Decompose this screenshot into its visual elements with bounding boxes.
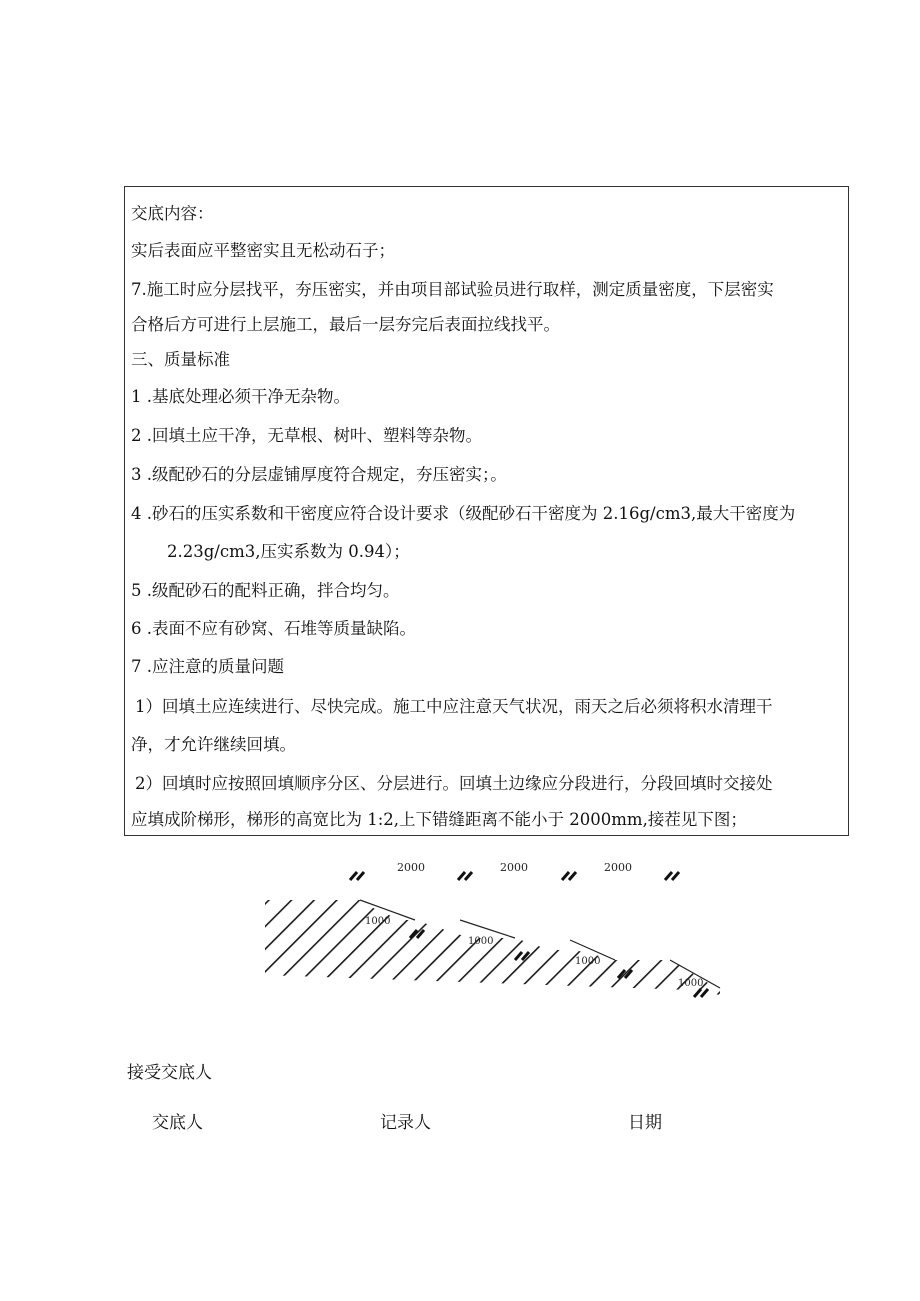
step-label: 1000 — [365, 916, 391, 927]
content-line: 7.施工时应分层找平，夯压密实，并由项目部试验员进行取样，测定质量密度，下层密实 — [131, 280, 774, 299]
content-line: 6 .表面不应有砂窝、石堆等质量缺陷。 — [131, 619, 416, 638]
dimension-label: 2000 — [397, 861, 425, 874]
step-label: 1000 — [575, 956, 601, 967]
content-line: 2）回填时应按照回填顺序分区、分层进行。回填土边缘应分段进行，分段回填时交接处 — [135, 774, 773, 793]
discloser-label: 交底人 — [152, 1113, 203, 1133]
recorder-label: 记录人 — [380, 1113, 431, 1133]
content-header: 交底内容： — [131, 204, 214, 223]
backfill-hatch-area — [265, 900, 720, 995]
content-line: 7 .应注意的质量问题 — [131, 657, 284, 676]
content-line: 2.23g/cm3,压实系数为 0.94）； — [167, 542, 410, 561]
receiver-label: 接受交底人 — [127, 1063, 212, 1083]
content-line: 合格后方可进行上层施工，最后一层夯完后表面拉线找平。 — [131, 315, 560, 334]
date-label: 日期 — [628, 1113, 662, 1133]
content-line: 3 .级配砂石的分层虚铺厚度符合规定，夯压密实；。 — [131, 465, 507, 484]
stepped-backfill-diagram — [250, 850, 730, 1010]
dimension-label: 2000 — [604, 861, 632, 874]
section-title: 三、质量标准 — [131, 350, 230, 369]
content-line: 4 .砂石的压实系数和干密度应符合设计要求（级配砂石干密度为 2.16g/cm3,最大干密度为 — [131, 504, 796, 523]
step-label: 1000 — [678, 978, 704, 989]
content-line: 1 .基底处理必须干净无杂物。 — [131, 387, 350, 406]
content-line: 实后表面应平整密实且无松动石子； — [131, 241, 395, 260]
content-line: 1）回填土应连续进行、尽快完成。施工中应注意天气状况，雨天之后必须将积水清理干 — [135, 697, 773, 716]
content-line: 净，才允许继续回填。 — [131, 735, 296, 754]
step-label: 1000 — [468, 936, 494, 947]
content-line: 2 .回填土应干净，无草根、树叶、塑料等杂物。 — [131, 426, 482, 445]
content-line: 5 .级配砂石的配料正确，拌合均匀。 — [131, 581, 400, 600]
content-line: 应填成阶梯形，梯形的高宽比为 1:2,上下错缝距离不能小于 2000mm,接茬见下图； — [131, 810, 747, 829]
dimension-label: 2000 — [500, 861, 528, 874]
disclosure-content-box — [124, 186, 849, 836]
